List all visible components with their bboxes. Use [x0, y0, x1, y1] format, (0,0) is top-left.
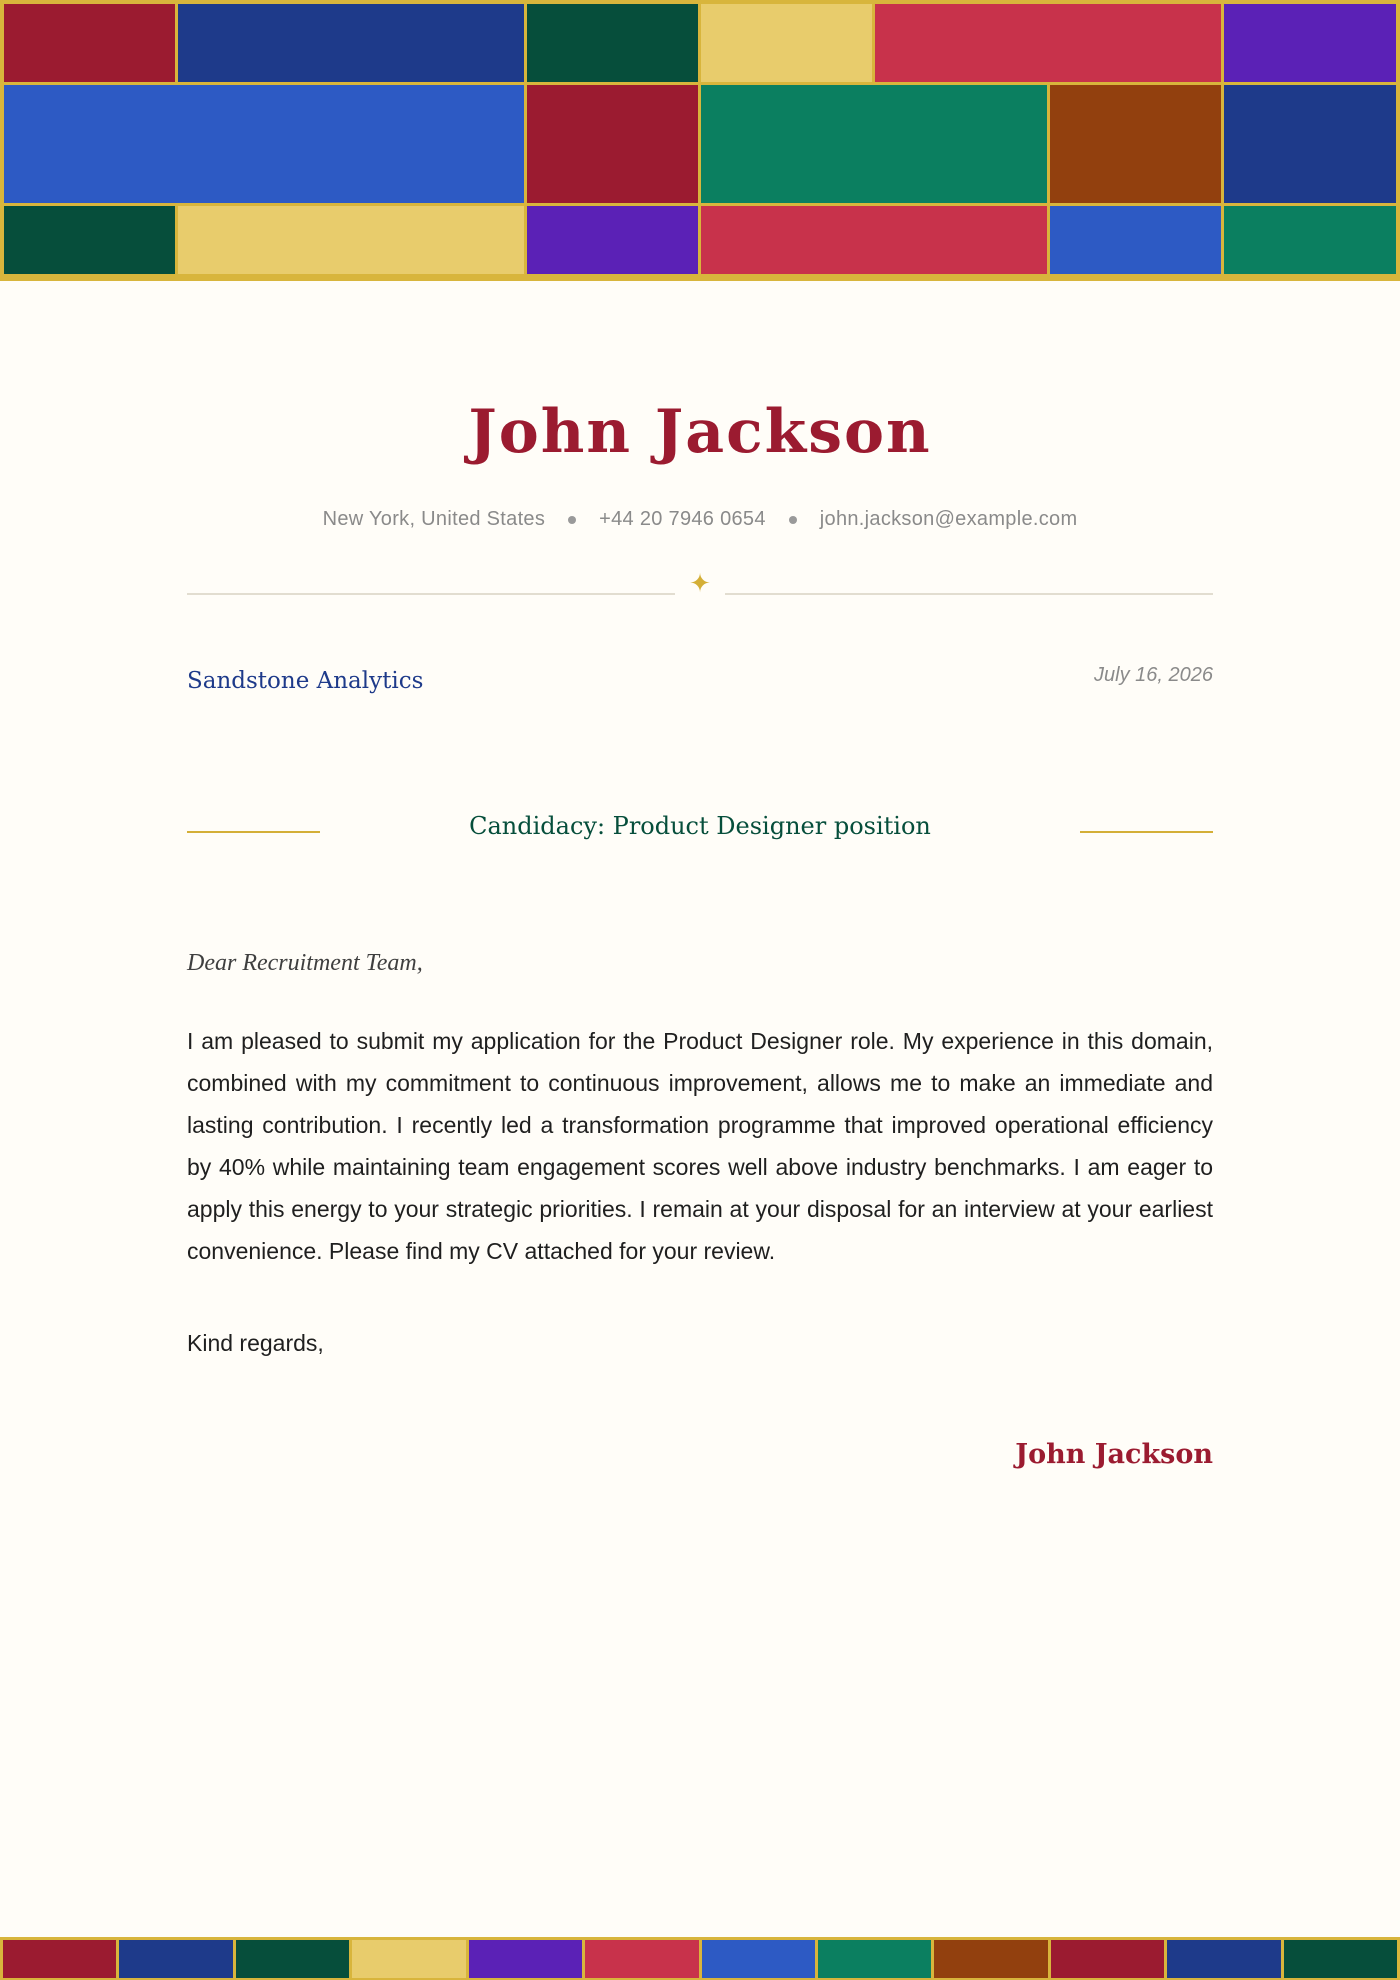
mosaic-tile	[1224, 206, 1396, 274]
mosaic-tile	[178, 4, 524, 82]
applicant-name: John Jackson	[468, 397, 932, 467]
contact-line	[187, 508, 1213, 531]
header-divider-left	[187, 593, 675, 595]
letter-date: July 16, 2026	[1094, 664, 1213, 686]
separator-dot	[568, 516, 576, 524]
strip-cell	[119, 1940, 232, 1978]
mosaic-tile	[527, 4, 698, 82]
recipient-company: Sandstone Analytics	[187, 668, 424, 694]
mosaic-tile	[701, 206, 1047, 274]
mosaic-tile	[701, 85, 1047, 203]
mosaic-tile	[1224, 4, 1396, 82]
salutation: Dear Recruitment Team,	[187, 950, 423, 976]
mosaic-tile	[1050, 85, 1221, 203]
mosaic-tile	[527, 85, 698, 203]
header-divider-right	[725, 593, 1213, 595]
strip-cell	[702, 1940, 815, 1978]
strip-cell	[3, 1940, 116, 1978]
mosaic-tile	[875, 4, 1221, 82]
footer-color-strip	[0, 1937, 1400, 1980]
strip-cell	[236, 1940, 349, 1978]
mosaic-tile	[1050, 206, 1221, 274]
mosaic-tile	[4, 4, 175, 82]
contact-location: New York, United States	[322, 508, 546, 530]
strip-cell	[585, 1940, 698, 1978]
mosaic-tile	[1224, 85, 1396, 203]
mosaic-tile	[701, 4, 872, 82]
strip-cell	[1167, 1940, 1280, 1978]
separator-dot	[789, 516, 797, 524]
letter-body: I am pleased to submit my application for the Product Designer role. My experience in this domain, combined with my commitment to continuous improvement, allows me to make an immediate and lasting contribution. I recently led a transformation programme that improved operational efficiency by 40% while maintaining team engagement scores well above industry benchmarks. I am eager to apply this energy to your strategic priorities. I remain at your disposal for an interview at your earliest convenience. Please find my CV attached for your review.	[187, 1028, 1213, 1264]
strip-cell	[1284, 1940, 1397, 1978]
mosaic-tile	[527, 206, 698, 274]
strip-cell	[934, 1940, 1047, 1978]
strip-cell	[1051, 1940, 1164, 1978]
contact-email: john.jackson@example.com	[819, 508, 1078, 530]
strip-cell	[469, 1940, 582, 1978]
mosaic-tile	[4, 85, 524, 203]
star-ornament-icon: ✦	[689, 569, 711, 599]
strip-cell	[352, 1940, 465, 1978]
mosaic-tile	[4, 206, 175, 274]
signature: John Jackson	[1015, 1439, 1213, 1470]
contact-phone: +44 20 7946 0654	[599, 508, 766, 530]
header-mosaic	[0, 0, 1400, 281]
subject-rule-left	[187, 831, 320, 833]
mosaic-tile	[178, 206, 524, 274]
closing: Kind regards,	[187, 1330, 324, 1356]
subject-rule-right	[1080, 831, 1213, 833]
subject-heading: Candidacy: Product Designer position	[469, 812, 931, 840]
strip-cell	[818, 1940, 931, 1978]
